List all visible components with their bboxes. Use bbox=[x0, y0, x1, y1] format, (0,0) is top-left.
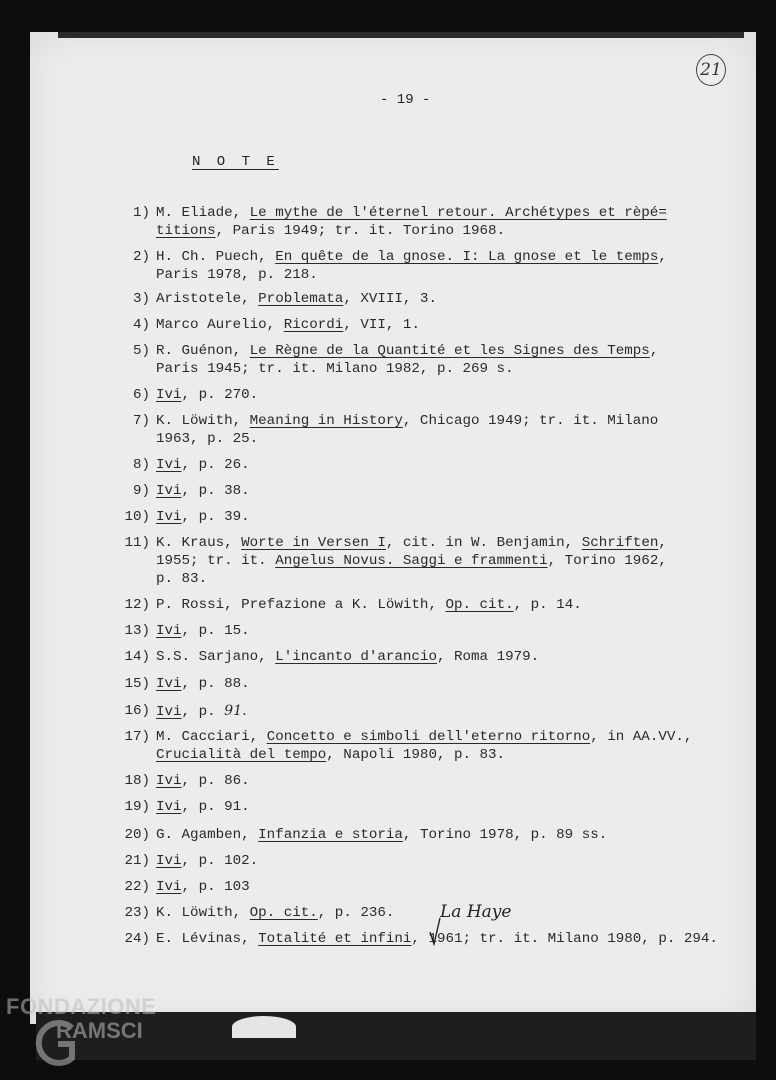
note-number: 17) bbox=[124, 729, 150, 745]
note-entry bbox=[0, 342, 776, 378]
notes-heading: N O T E bbox=[192, 154, 279, 170]
note-entry bbox=[0, 456, 776, 474]
note-number: 2) bbox=[132, 249, 150, 265]
underlined-title: Ivi bbox=[156, 509, 182, 525]
underlined-title: Crucialità del tempo bbox=[156, 747, 327, 763]
underlined-title: Meaning in History bbox=[249, 413, 403, 429]
note-segment: , p. 38. bbox=[181, 483, 250, 499]
note-number: 13) bbox=[124, 623, 150, 639]
note-line bbox=[156, 204, 776, 222]
note-number: 6) bbox=[132, 387, 150, 403]
note-segment: , p. 26. bbox=[181, 457, 250, 473]
underlined-title: En quête de la gnose. I: La gnose et le temps bbox=[275, 249, 659, 265]
note-segment: , p. 270. bbox=[181, 387, 259, 403]
note-text bbox=[156, 648, 776, 666]
watermark-line-1: FONDAZIONE bbox=[6, 994, 157, 1019]
underlined-title: Ivi bbox=[156, 853, 182, 869]
underlined-title: Le Règne de la Quantité et les Signes des Temps bbox=[249, 343, 650, 359]
note-text bbox=[156, 728, 776, 764]
note-line bbox=[156, 728, 776, 746]
note-segment: P. Rossi, Prefazione a K. Löwith, bbox=[156, 597, 446, 613]
note-entry bbox=[0, 878, 776, 896]
note-line bbox=[156, 798, 776, 816]
note-segment: Paris 1945; tr. it. Milano 1982, p. 269 s. bbox=[156, 361, 514, 377]
underlined-title: Ivi bbox=[156, 676, 182, 692]
note-segment: , Torino 1978, p. 89 ss. bbox=[402, 827, 608, 843]
note-number: 20) bbox=[124, 827, 150, 843]
underlined-title: Ivi bbox=[156, 879, 182, 895]
note-segment: , p. 88. bbox=[181, 676, 250, 692]
underlined-title: Angelus Novus. Saggi e frammenti bbox=[275, 553, 548, 569]
note-number: 15) bbox=[124, 676, 150, 692]
note-line bbox=[156, 772, 776, 790]
underlined-title: Op. cit. bbox=[249, 905, 318, 921]
archive-watermark bbox=[6, 994, 206, 1074]
note-segment: Aristotele, bbox=[156, 291, 259, 307]
note-line bbox=[156, 570, 776, 588]
note-entry bbox=[0, 248, 776, 284]
note-segment: , p. 102. bbox=[181, 853, 259, 869]
note-segment: , in AA.VV., bbox=[590, 729, 693, 745]
note-entry bbox=[0, 412, 776, 448]
note-line bbox=[156, 648, 776, 666]
note-number: 18) bbox=[124, 773, 150, 789]
note-text bbox=[156, 930, 776, 948]
note-entry bbox=[0, 904, 776, 922]
note-entry bbox=[0, 648, 776, 666]
note-line bbox=[156, 534, 776, 552]
note-segment: , bbox=[649, 343, 659, 359]
document-sheet bbox=[30, 32, 756, 1024]
note-segment: , bbox=[658, 535, 667, 551]
underlined-title: titions bbox=[156, 223, 216, 239]
note-line bbox=[156, 675, 776, 693]
note-number: 8) bbox=[132, 457, 150, 473]
underlined-title: Schriften bbox=[581, 535, 659, 551]
underlined-title: Ivi bbox=[156, 483, 182, 499]
underlined-title: Totalité et infini bbox=[258, 931, 412, 947]
note-line bbox=[156, 622, 776, 640]
note-entry bbox=[0, 772, 776, 790]
note-entry bbox=[0, 508, 776, 526]
note-segment: G. Agamben, bbox=[156, 827, 259, 843]
note-entry bbox=[0, 675, 776, 693]
note-segment: , cit. in W. Benjamin, bbox=[385, 535, 582, 551]
note-line bbox=[156, 456, 776, 474]
note-number: 7) bbox=[132, 413, 150, 429]
note-number: 3) bbox=[132, 291, 150, 307]
note-number: 22) bbox=[124, 879, 150, 895]
note-line bbox=[156, 552, 776, 570]
note-number: 11) bbox=[124, 535, 150, 551]
note-text bbox=[156, 508, 776, 526]
note-text bbox=[156, 772, 776, 790]
note-segment: , p. bbox=[181, 704, 225, 720]
note-line bbox=[156, 386, 776, 404]
note-text bbox=[156, 675, 776, 693]
page-number: - 19 - bbox=[380, 92, 431, 108]
note-line bbox=[156, 878, 776, 896]
note-segment: , p. 14. bbox=[513, 597, 582, 613]
note-segment: K. Löwith, bbox=[156, 905, 250, 921]
note-line bbox=[156, 342, 776, 360]
note-line bbox=[156, 248, 776, 266]
handwritten-insertion: La Haye bbox=[440, 902, 512, 922]
underlined-title: Worte in Versen I bbox=[241, 535, 386, 551]
note-segment: , Paris 1949; tr. it. Torino 1968. bbox=[215, 223, 506, 239]
note-line bbox=[156, 360, 776, 378]
note-number: 5) bbox=[132, 343, 150, 359]
note-entry bbox=[0, 728, 776, 764]
note-segment: M. Eliade, bbox=[156, 205, 250, 221]
note-entry bbox=[0, 290, 776, 308]
note-segment: , p. 39. bbox=[181, 509, 250, 525]
note-text bbox=[156, 456, 776, 474]
note-text bbox=[156, 412, 776, 448]
note-text bbox=[156, 386, 776, 404]
note-line bbox=[156, 930, 776, 948]
note-text bbox=[156, 852, 776, 870]
note-segment: K. Kraus, bbox=[156, 535, 242, 551]
note-entry bbox=[0, 482, 776, 500]
sheet-top-edge bbox=[58, 32, 744, 38]
note-segment: S.S. Sarjano, bbox=[156, 649, 276, 665]
note-line bbox=[156, 412, 776, 430]
note-line bbox=[156, 482, 776, 500]
note-text bbox=[156, 204, 776, 240]
note-text bbox=[156, 878, 776, 896]
underlined-title: Ivi bbox=[156, 799, 182, 815]
note-number: 23) bbox=[124, 905, 150, 921]
note-entry bbox=[0, 596, 776, 614]
note-line bbox=[156, 266, 776, 284]
note-segment: K. Löwith, bbox=[156, 413, 250, 429]
note-text bbox=[156, 316, 776, 334]
note-segment: , Napoli 1980, p. 83. bbox=[326, 747, 506, 763]
note-number: 16) bbox=[124, 703, 150, 719]
note-line bbox=[156, 596, 776, 614]
underlined-title: Infanzia e storia bbox=[258, 827, 403, 843]
note-entry bbox=[0, 204, 776, 240]
note-number: 9) bbox=[132, 483, 150, 499]
watermark-line-2: RAMSCI bbox=[56, 1018, 143, 1043]
note-text bbox=[156, 482, 776, 500]
scan-bottom-notch bbox=[232, 1016, 296, 1038]
handwritten-correction: 91. bbox=[224, 703, 247, 719]
note-text bbox=[156, 248, 776, 284]
note-segment: , VII, 1. bbox=[343, 317, 420, 333]
note-line bbox=[156, 702, 776, 721]
note-number: 1) bbox=[132, 205, 150, 221]
note-segment: , p. 86. bbox=[181, 773, 250, 789]
note-text bbox=[156, 534, 776, 588]
underlined-title: Ricordi bbox=[283, 317, 344, 333]
insertion-caret-mark bbox=[428, 916, 442, 946]
note-segment: E. Lévinas, bbox=[156, 931, 259, 947]
note-number: 10) bbox=[124, 509, 150, 525]
note-line bbox=[156, 290, 776, 308]
note-entry bbox=[0, 702, 776, 720]
note-line bbox=[156, 316, 776, 334]
note-segment: 1955; tr. it. bbox=[156, 553, 276, 569]
note-line bbox=[156, 508, 776, 526]
note-entry bbox=[0, 826, 776, 844]
note-line bbox=[156, 430, 776, 448]
note-segment: , p. 236. bbox=[317, 905, 395, 921]
underlined-title: Ivi bbox=[156, 773, 182, 789]
note-segment: H. Ch. Puech, bbox=[156, 249, 276, 265]
note-number: 24) bbox=[124, 931, 150, 947]
note-text bbox=[156, 290, 776, 308]
note-segment: , p. 91. bbox=[181, 799, 250, 815]
note-entry bbox=[0, 852, 776, 870]
archive-page-number: 21 bbox=[696, 54, 726, 86]
underlined-title: Le mythe de l'éternel retour. Archétypes et rèpé= bbox=[249, 205, 667, 221]
note-line bbox=[156, 826, 776, 844]
note-segment: , p. 15. bbox=[181, 623, 250, 639]
note-line bbox=[156, 852, 776, 870]
note-entry bbox=[0, 798, 776, 816]
note-text bbox=[156, 826, 776, 844]
underlined-title: Op. cit. bbox=[445, 597, 514, 613]
note-number: 4) bbox=[132, 317, 150, 333]
note-text bbox=[156, 622, 776, 640]
note-text bbox=[156, 342, 776, 378]
note-segment: Marco Aurelio, bbox=[156, 317, 284, 333]
note-entry bbox=[0, 386, 776, 404]
note-segment: 1963, p. 25. bbox=[156, 431, 259, 447]
note-text bbox=[156, 596, 776, 614]
underlined-title: Ivi bbox=[156, 387, 182, 403]
underlined-title: Problemata bbox=[258, 291, 344, 307]
note-line bbox=[156, 222, 776, 240]
note-text bbox=[156, 798, 776, 816]
note-number: 14) bbox=[124, 649, 150, 665]
note-segment: M. Cacciari, bbox=[156, 729, 267, 745]
underlined-title: Concetto e simboli dell'eterno ritorno bbox=[266, 729, 591, 745]
note-segment: , XVIII, 3. bbox=[343, 291, 437, 307]
note-number: 12) bbox=[124, 597, 150, 613]
note-segment: R. Guénon, bbox=[156, 343, 250, 359]
underlined-title: Ivi bbox=[156, 457, 182, 473]
note-segment: , Torino 1962, bbox=[547, 553, 667, 569]
note-text bbox=[156, 702, 776, 721]
note-segment: , bbox=[658, 249, 667, 265]
underlined-title: L'incanto d'arancio bbox=[275, 649, 437, 665]
note-entry bbox=[0, 534, 776, 588]
note-segment: , Chicago 1949; tr. it. Milano bbox=[402, 413, 659, 429]
note-segment: , Roma 1979. bbox=[436, 649, 540, 665]
note-entry bbox=[0, 930, 776, 948]
note-entry bbox=[0, 622, 776, 640]
underlined-title: Ivi bbox=[156, 704, 182, 720]
note-segment: Paris 1978, p. 218. bbox=[156, 267, 318, 283]
note-segment: p. 83. bbox=[156, 571, 208, 587]
underlined-title: Ivi bbox=[156, 623, 182, 639]
note-segment: , p. 103 bbox=[181, 879, 250, 895]
note-number: 21) bbox=[124, 853, 150, 869]
note-number: 19) bbox=[124, 799, 150, 815]
note-line bbox=[156, 746, 776, 764]
note-entry bbox=[0, 316, 776, 334]
note-segment: , 1961; tr. it. Milano 1980, p. 294. bbox=[411, 931, 718, 947]
